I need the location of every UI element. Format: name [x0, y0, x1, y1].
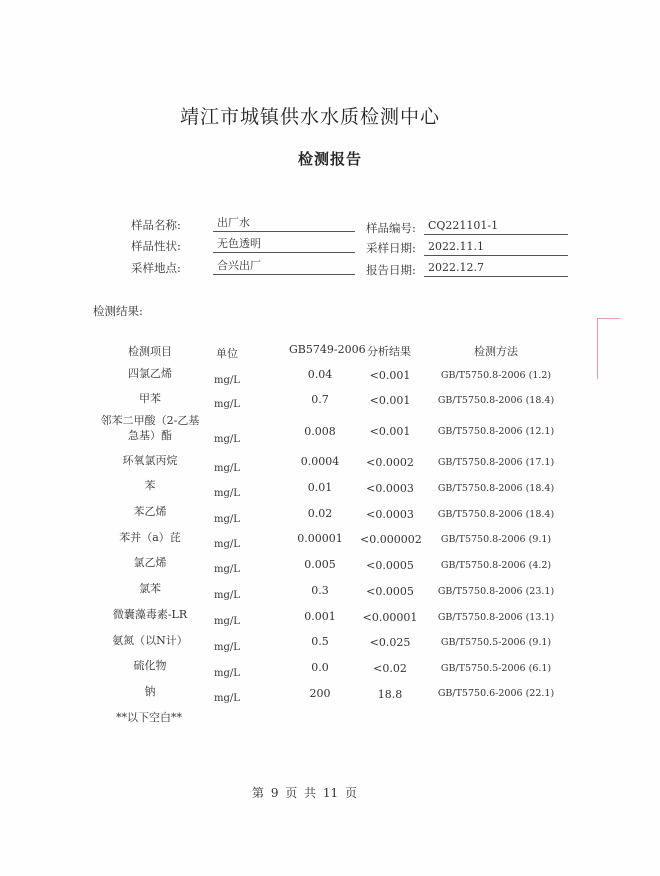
- organization-title: 靖江市城镇供水水质检测中心: [179, 106, 440, 128]
- row-3-method: GB/T5750.8-2006 (17.1): [437, 457, 555, 468]
- row-5-method: GB/T5750.8-2006 (18.4): [437, 509, 555, 520]
- row-10-item: 氨氮（以N计）: [112, 634, 188, 647]
- row-8-result: <0.0005: [366, 585, 414, 598]
- row-12-item: 钠: [144, 685, 156, 698]
- row-2-item: 邻苯二甲酸（2-乙基急基）酯: [100, 414, 200, 442]
- row-7-method: GB/T5750.8-2006 (4.2): [440, 560, 552, 571]
- header-method: 检测方法: [474, 345, 518, 358]
- header-item: 检测项目: [128, 345, 172, 358]
- row-4-item: 苯: [144, 479, 156, 492]
- row-0-result: <0.001: [369, 369, 411, 382]
- row-9-method: GB/T5750.8-2006 (13.1): [437, 612, 555, 623]
- row-11-unit: mg/L: [214, 668, 240, 679]
- sampling-date-value: 2022.11.1: [424, 240, 568, 256]
- row-10-limit: 0.5: [311, 635, 329, 648]
- report-title: 检测报告: [297, 150, 362, 168]
- row-5-result: <0.0003: [366, 508, 414, 521]
- report-date-value: 2022.12.7: [424, 261, 568, 277]
- sample-id-value: CQ221101-1: [424, 219, 568, 235]
- row-1-item: 甲苯: [139, 392, 161, 405]
- row-10-unit: mg/L: [214, 642, 240, 653]
- row-10-result: <0.025: [369, 636, 411, 649]
- stamp-edge-mark: [597, 318, 620, 379]
- row-6-item: 苯并（a）芘: [119, 531, 181, 544]
- row-11-item: 硫化物: [133, 659, 167, 672]
- sample-state-value: 无色透明: [213, 237, 355, 253]
- row-0-unit: mg/L: [214, 375, 240, 386]
- row-3-limit: 0.0004: [300, 455, 340, 468]
- sample-state-label: 样品性状:: [131, 239, 181, 253]
- row-6-result: <0.000002: [360, 533, 422, 546]
- row-12-result: 18.8: [377, 688, 403, 701]
- row-11-method: GB/T5750.5-2006 (6.1): [440, 663, 552, 674]
- row-0-item: 四氯乙烯: [128, 367, 172, 380]
- row-6-limit: 0.00001: [297, 532, 343, 545]
- row-7-limit: 0.005: [304, 558, 336, 571]
- sample-name-value: 出厂水: [213, 216, 355, 232]
- row-0-method: GB/T5750.8-2006 (1.2): [440, 370, 552, 381]
- row-5-item: 苯乙烯: [133, 505, 167, 518]
- row-6-method: GB/T5750.8-2006 (9.1): [440, 534, 552, 545]
- sampling-date-label: 采样日期:: [366, 241, 416, 255]
- header-unit: 单位: [216, 347, 238, 360]
- row-1-unit: mg/L: [214, 399, 240, 410]
- row-7-unit: mg/L: [214, 564, 240, 575]
- row-8-method: GB/T5750.8-2006 (23.1): [437, 586, 555, 597]
- results-label: 检测结果:: [93, 304, 143, 318]
- sample-id-label: 样品编号:: [366, 221, 416, 235]
- row-2-limit: 0.008: [304, 425, 336, 438]
- row-4-unit: mg/L: [214, 488, 240, 499]
- end-of-data-note: **以下空白**: [116, 711, 182, 724]
- row-3-unit: mg/L: [214, 463, 240, 474]
- row-2-method: GB/T5750.8-2006 (12.1): [437, 426, 555, 437]
- row-11-result: <0.02: [373, 662, 407, 675]
- row-8-item: 氯苯: [139, 582, 161, 595]
- row-8-unit: mg/L: [214, 590, 240, 601]
- row-6-unit: mg/L: [214, 539, 240, 550]
- report-date-label: 报告日期:: [366, 263, 416, 277]
- page-number: 第 9 页 共 11 页: [252, 786, 357, 800]
- row-10-method: GB/T5750.5-2006 (9.1): [440, 637, 552, 648]
- row-5-unit: mg/L: [214, 514, 240, 525]
- row-0-limit: 0.04: [307, 368, 333, 381]
- row-3-item: 环氧氯丙烷: [122, 454, 178, 467]
- row-4-result: <0.0003: [366, 482, 414, 495]
- row-11-limit: 0.0: [311, 661, 329, 674]
- row-12-method: GB/T5750.6-2006 (22.1): [437, 688, 555, 699]
- row-1-method: GB/T5750.8-2006 (18.4): [437, 395, 555, 406]
- header-result: 分析结果: [367, 345, 411, 358]
- row-9-limit: 0.001: [304, 610, 336, 623]
- row-12-unit: mg/L: [214, 693, 240, 704]
- row-4-method: GB/T5750.8-2006 (18.4): [437, 483, 555, 494]
- row-9-result: <0.00001: [362, 611, 418, 624]
- row-2-result: <0.001: [369, 425, 411, 438]
- row-1-result: <0.001: [369, 394, 411, 407]
- row-4-limit: 0.01: [307, 481, 333, 494]
- row-8-limit: 0.3: [311, 584, 329, 597]
- sampling-location-value: 合兴出厂: [213, 259, 355, 275]
- row-7-result: <0.0005: [366, 559, 414, 572]
- sample-name-label: 样品名称:: [131, 218, 181, 232]
- row-7-item: 氯乙烯: [133, 556, 167, 569]
- row-5-limit: 0.02: [307, 507, 333, 520]
- row-9-unit: mg/L: [214, 616, 240, 627]
- row-1-limit: 0.7: [311, 393, 329, 406]
- row-12-limit: 200: [309, 687, 331, 700]
- sampling-location-label: 采样地点:: [131, 261, 181, 275]
- row-9-item: 微囊藻毒素-LR: [112, 608, 188, 621]
- header-standard: GB5749-2006: [289, 343, 366, 356]
- row-3-result: <0.0002: [366, 456, 414, 469]
- row-2-unit: mg/L: [214, 434, 240, 445]
